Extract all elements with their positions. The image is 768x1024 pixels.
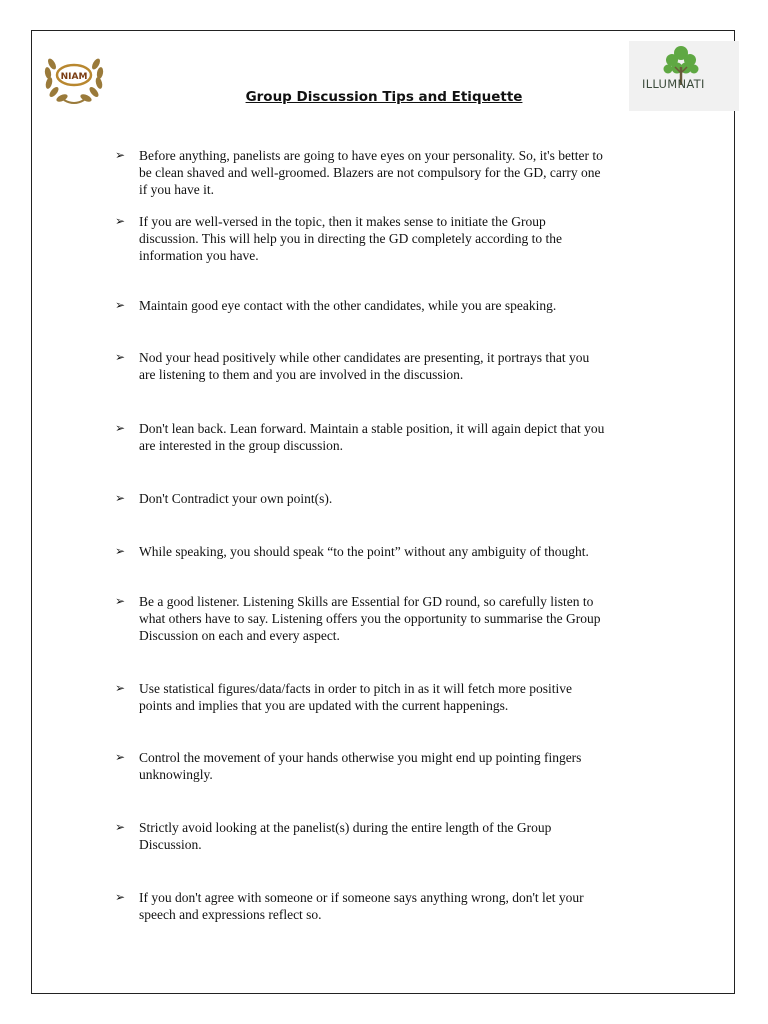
tip-text: Don't lean back. Lean forward. Maintain a stable position, it will again depict that you are interested in the group discussion. bbox=[139, 421, 605, 453]
list-item bbox=[115, 889, 685, 923]
illumnati-logo-text: ILLUMNATI bbox=[642, 77, 705, 91]
list-item bbox=[115, 349, 685, 383]
tip-text: Control the movement of your hands otherwise you might end up pointing fingers unknowingly. bbox=[139, 750, 582, 782]
arrow-bullet-icon: ➢ bbox=[115, 350, 126, 364]
tip-text: Be a good listener. Listening Skills are Essential for GD round, so carefully listen to what others have to say. Listening offers you the opportunity to summarise the Group Discussion on each and every aspect. bbox=[139, 594, 601, 643]
niam-logo-text: NIAM bbox=[60, 72, 88, 82]
arrow-bullet-icon: ➢ bbox=[115, 491, 126, 505]
arrow-bullet-icon: ➢ bbox=[115, 594, 126, 608]
list-item bbox=[115, 490, 685, 507]
list-item bbox=[115, 749, 685, 783]
list-item bbox=[115, 297, 685, 314]
tip-text: Before anything, panelists are going to have eyes on your personality. So, it's better to be clean shaved and well-groomed. Blazers are not compulsory for the GD, carry one if you have it. bbox=[139, 148, 603, 197]
list-item bbox=[115, 543, 685, 560]
list-item bbox=[115, 680, 685, 714]
document-title: Group Discussion Tips and Etiquette bbox=[245, 89, 523, 105]
arrow-bullet-icon: ➢ bbox=[115, 298, 126, 312]
list-item bbox=[115, 147, 685, 198]
arrow-bullet-icon: ➢ bbox=[115, 544, 126, 558]
list-item bbox=[115, 213, 685, 264]
tip-text: Nod your head positively while other candidates are presenting, it portrays that you are listening to them and you are involved in the discussion. bbox=[139, 350, 590, 382]
tip-text: Use statistical figures/data/facts in order to pitch in as it will fetch more positive points and implies that you are updated with the current happenings. bbox=[139, 681, 573, 713]
arrow-bullet-icon: ➢ bbox=[115, 820, 126, 834]
list-item bbox=[115, 819, 685, 853]
list-item bbox=[115, 420, 685, 454]
tip-text: If you don't agree with someone or if someone says anything wrong, don't let your speech and expressions reflect so. bbox=[139, 890, 584, 922]
tip-text: Don't Contradict your own point(s). bbox=[139, 491, 333, 506]
arrow-bullet-icon: ➢ bbox=[115, 681, 126, 695]
arrow-bullet-icon: ➢ bbox=[115, 214, 126, 228]
list-item bbox=[115, 593, 685, 644]
tip-text: Maintain good eye contact with the other candidates, while you are speaking. bbox=[139, 298, 557, 313]
arrow-bullet-icon: ➢ bbox=[115, 890, 126, 904]
tip-text: If you are well-versed in the topic, then it makes sense to initiate the Group discussion. This will help you in directing the GD completely according to the information you have. bbox=[139, 214, 563, 263]
arrow-bullet-icon: ➢ bbox=[115, 148, 126, 162]
arrow-bullet-icon: ➢ bbox=[115, 750, 126, 764]
arrow-bullet-icon: ➢ bbox=[115, 421, 126, 435]
tip-text: Strictly avoid looking at the panelist(s) during the entire length of the Group Discussion. bbox=[139, 820, 552, 852]
tip-text: While speaking, you should speak “to the point” without any ambiguity of thought. bbox=[139, 544, 589, 559]
